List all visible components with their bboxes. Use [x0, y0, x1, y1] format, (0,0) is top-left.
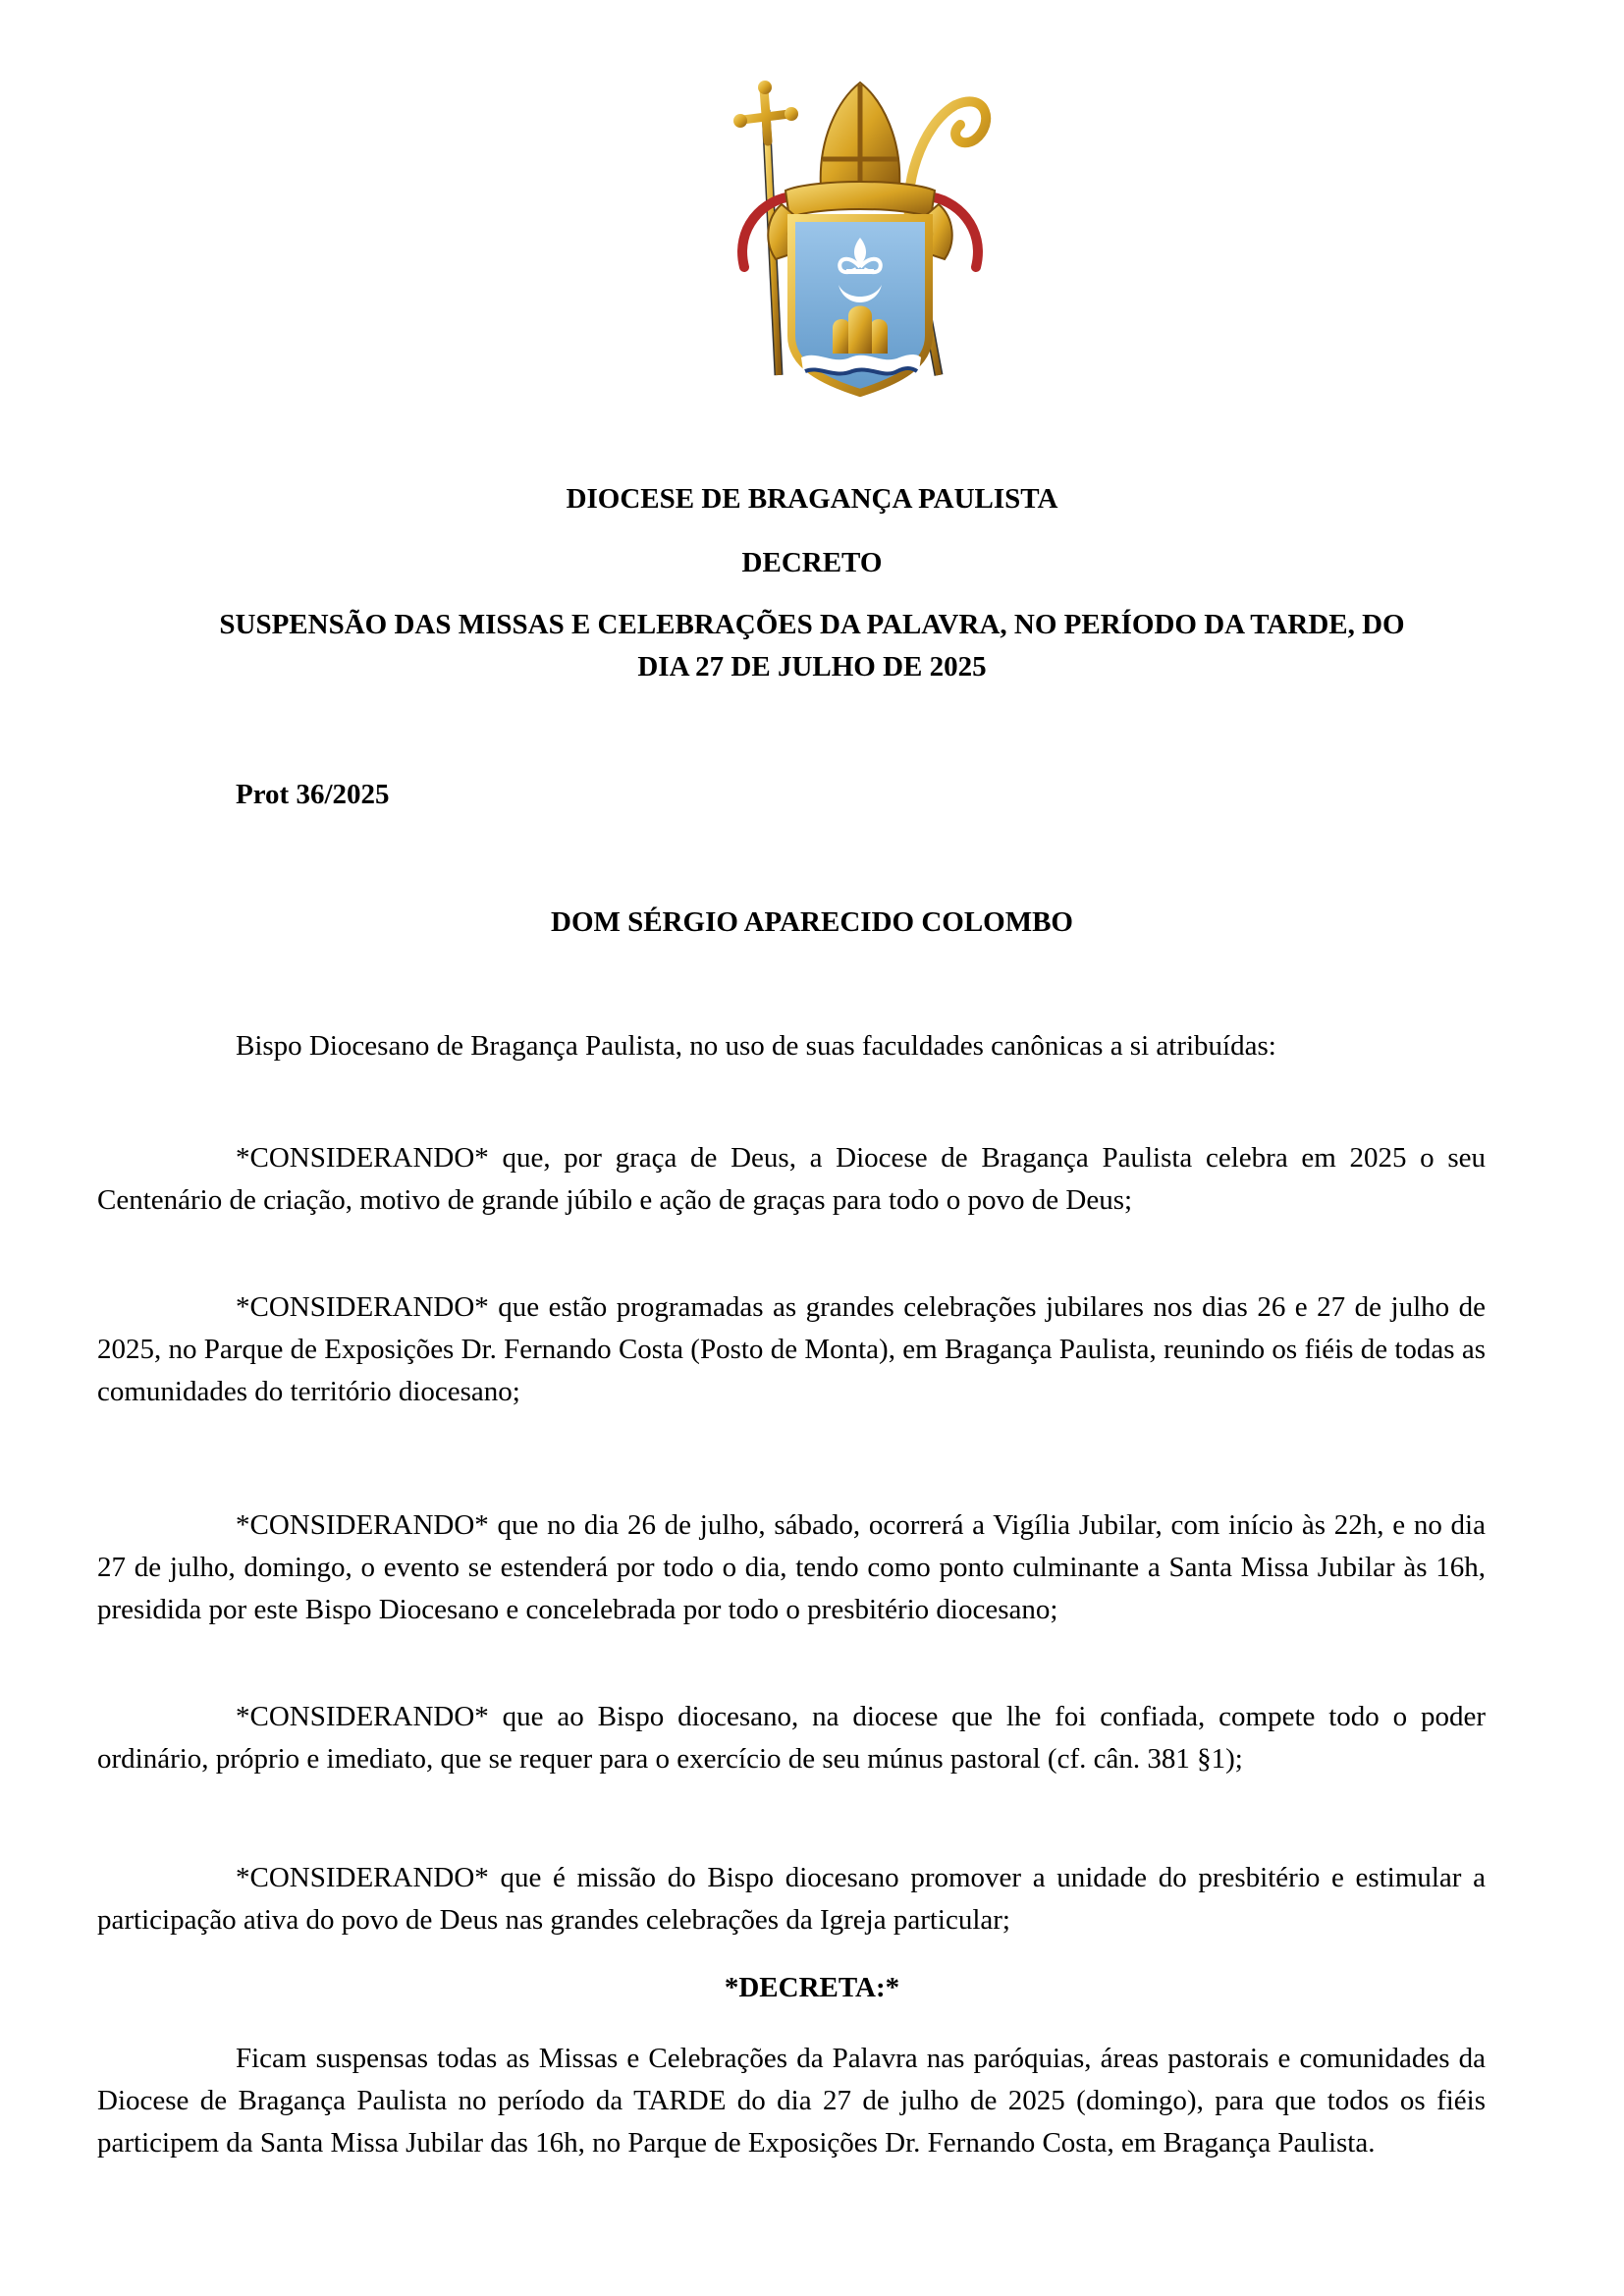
bishop-name: DOM SÉRGIO APARECIDO COLOMBO [551, 906, 1073, 938]
diocese-title: DIOCESE DE BRAGANÇA PAULISTA [566, 483, 1058, 515]
considerando-paragraph: *CONSIDERANDO* que no dia 26 de julho, sábado, ocorrerá a Vigília Jubilar, com início às 22h, e no dia 27 de julho, domingo, o evento se estenderá por todo o dia, tendo como ponto culminante a Santa Missa Jubilar às 16h, presidida por este Bispo Diocesano e concelebrada por todo o presbitério diocesano; [97, 1509, 1486, 1625]
decree-paragraph: Ficam suspensas todas as Missas e Celebrações da Palavra nas paróquias, áreas pastorais e comunidades da Diocese de Bragança Paulista no período da TARDE do dia 27 de julho de 2025 (domingo), para que todos os fiéis participem da Santa Missa Jubilar das 16h, no Parque de Exposições Dr. Fernando Costa, em Bragança Paulista. [97, 2043, 1486, 2159]
decree-subject: SUSPENSÃO DAS MISSAS E CELEBRAÇÕES DA PALAVRA, NO PERÍODO DA TARDE, DO DIA 27 DE JULHO DE 2025 [219, 609, 1405, 683]
considerando-paragraph: *CONSIDERANDO* que estão programadas as grandes celebrações jubilares nos dias 26 e 27 de julho de 2025, no Parque de Exposições Dr. Fernando Costa (Posto de Monta), em Bragança Paulista, reunindo os fiéis de todas as comunidades do território diocesano; [97, 1291, 1486, 1407]
coat-of-arms-icon [725, 81, 996, 400]
considerando-paragraph: *CONSIDERANDO* que, por graça de Deus, a Diocese de Bragança Paulista celebra em 2025 o seu Centenário de criação, motivo de grande júbilo e ação de graças para todo o povo de Deus; [97, 1142, 1486, 1216]
considerando-paragraph: *CONSIDERANDO* que ao Bispo diocesano, na diocese que lhe foi confiada, compete todo o poder ordinário, próprio e imediato, que se requer para o exercício de seu múnus pastoral (cf. cân. 381 §1); [97, 1701, 1486, 1775]
decreta-heading: *DECRETA:* [724, 1972, 900, 2003]
protocol-number: Prot 36/2025 [236, 779, 390, 810]
decree-title: DECRETO [741, 547, 883, 578]
intro-paragraph: Bispo Diocesano de Bragança Paulista, no uso de suas faculdades canônicas a si atribuídas: [236, 1030, 1276, 1062]
considerando-paragraph: *CONSIDERANDO* que é missão do Bispo diocesano promover a unidade do presbitério e estimular a participação ativa do povo de Deus nas grandes celebrações da Igreja particular; [97, 1862, 1486, 1936]
